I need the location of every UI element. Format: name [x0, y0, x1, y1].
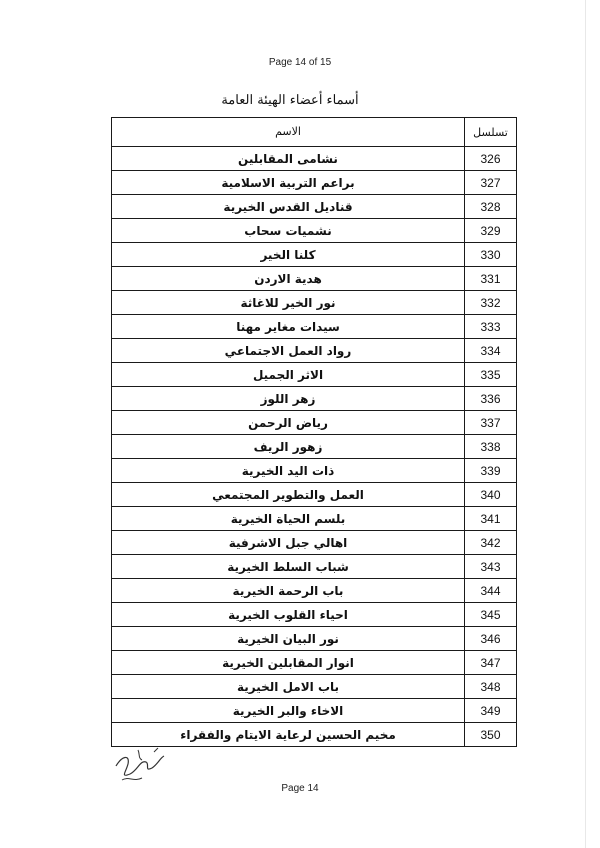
table-row — [112, 195, 517, 219]
row-serial: 326 — [465, 147, 517, 171]
handwritten-signature — [108, 738, 168, 788]
table-row — [112, 627, 517, 651]
row-serial: 339 — [465, 459, 517, 483]
table-row — [112, 363, 517, 387]
table-row — [112, 435, 517, 459]
row-serial: 330 — [465, 243, 517, 267]
row-name: براعم التربية الاسلامية — [112, 171, 465, 195]
row-serial: 329 — [465, 219, 517, 243]
row-name: رياض الرحمن — [112, 411, 465, 435]
table-row — [112, 675, 517, 699]
row-serial: 334 — [465, 339, 517, 363]
row-name: احياء القلوب الخيرية — [112, 603, 465, 627]
table-row — [112, 243, 517, 267]
row-serial: 332 — [465, 291, 517, 315]
row-serial: 337 — [465, 411, 517, 435]
row-name: شباب السلط الخيرية — [112, 555, 465, 579]
row-name: ذات اليد الخيرية — [112, 459, 465, 483]
table-row — [112, 411, 517, 435]
row-serial: 342 — [465, 531, 517, 555]
table-row — [112, 579, 517, 603]
row-name: الاخاء والبر الخيرية — [112, 699, 465, 723]
row-serial: 346 — [465, 627, 517, 651]
row-name: سيدات مغاير مهنا — [112, 315, 465, 339]
table-row — [112, 315, 517, 339]
column-header-serial: تسلسل — [465, 118, 517, 147]
row-serial: 336 — [465, 387, 517, 411]
page-footer: Page 14 — [281, 783, 319, 794]
row-name: بلسم الحياة الخيرية — [112, 507, 465, 531]
row-name: اهالي جبل الاشرفية — [112, 531, 465, 555]
row-serial: 347 — [465, 651, 517, 675]
row-serial: 345 — [465, 603, 517, 627]
row-name: باب الرحمة الخيرية — [112, 579, 465, 603]
row-serial: 343 — [465, 555, 517, 579]
row-serial: 338 — [465, 435, 517, 459]
row-name: باب الامل الخيرية — [112, 675, 465, 699]
row-name: زهور الريف — [112, 435, 465, 459]
row-serial: 344 — [465, 579, 517, 603]
row-name: رواد العمل الاجتماعي — [112, 339, 465, 363]
row-name: قناديل القدس الخيرية — [112, 195, 465, 219]
row-serial: 348 — [465, 675, 517, 699]
table-row — [112, 723, 517, 747]
row-serial: 328 — [465, 195, 517, 219]
row-serial: 333 — [465, 315, 517, 339]
table-row — [112, 219, 517, 243]
row-name: كلنا الخير — [112, 243, 465, 267]
table-row — [112, 699, 517, 723]
row-name: الاثر الجميل — [112, 363, 465, 387]
row-serial: 331 — [465, 267, 517, 291]
members-table — [111, 117, 517, 747]
row-serial: 340 — [465, 483, 517, 507]
table-row — [112, 603, 517, 627]
row-serial: 335 — [465, 363, 517, 387]
table-row — [112, 291, 517, 315]
table-row — [112, 171, 517, 195]
row-name: انوار المقابلين الخيرية — [112, 651, 465, 675]
page-header: Page 14 of 15 — [268, 57, 332, 68]
row-serial: 341 — [465, 507, 517, 531]
row-name: نور الخير للاغاثة — [112, 291, 465, 315]
row-serial: 349 — [465, 699, 517, 723]
row-name: نشامى المقابلين — [112, 147, 465, 171]
document-title: أسماء أعضاء الهيئة العامة — [221, 93, 359, 108]
row-name: مخيم الحسين لرعاية الايتام والفقراء — [112, 723, 465, 747]
row-name: نور البيان الخيرية — [112, 627, 465, 651]
table-row — [112, 531, 517, 555]
row-name: زهر اللوز — [112, 387, 465, 411]
table-body — [112, 147, 517, 747]
table-header-row — [112, 118, 517, 147]
row-name: هدية الاردن — [112, 267, 465, 291]
table-row — [112, 147, 517, 171]
scan-edge-line — [585, 0, 586, 848]
table-row — [112, 387, 517, 411]
table-row — [112, 339, 517, 363]
row-serial: 350 — [465, 723, 517, 747]
table-row — [112, 267, 517, 291]
row-serial: 327 — [465, 171, 517, 195]
row-name: العمل والتطوير المجتمعي — [112, 483, 465, 507]
table-row — [112, 507, 517, 531]
column-header-name: الاسم — [112, 118, 465, 147]
table-row — [112, 651, 517, 675]
table-row — [112, 459, 517, 483]
row-name: نشميات سحاب — [112, 219, 465, 243]
table-row — [112, 483, 517, 507]
table-row — [112, 555, 517, 579]
